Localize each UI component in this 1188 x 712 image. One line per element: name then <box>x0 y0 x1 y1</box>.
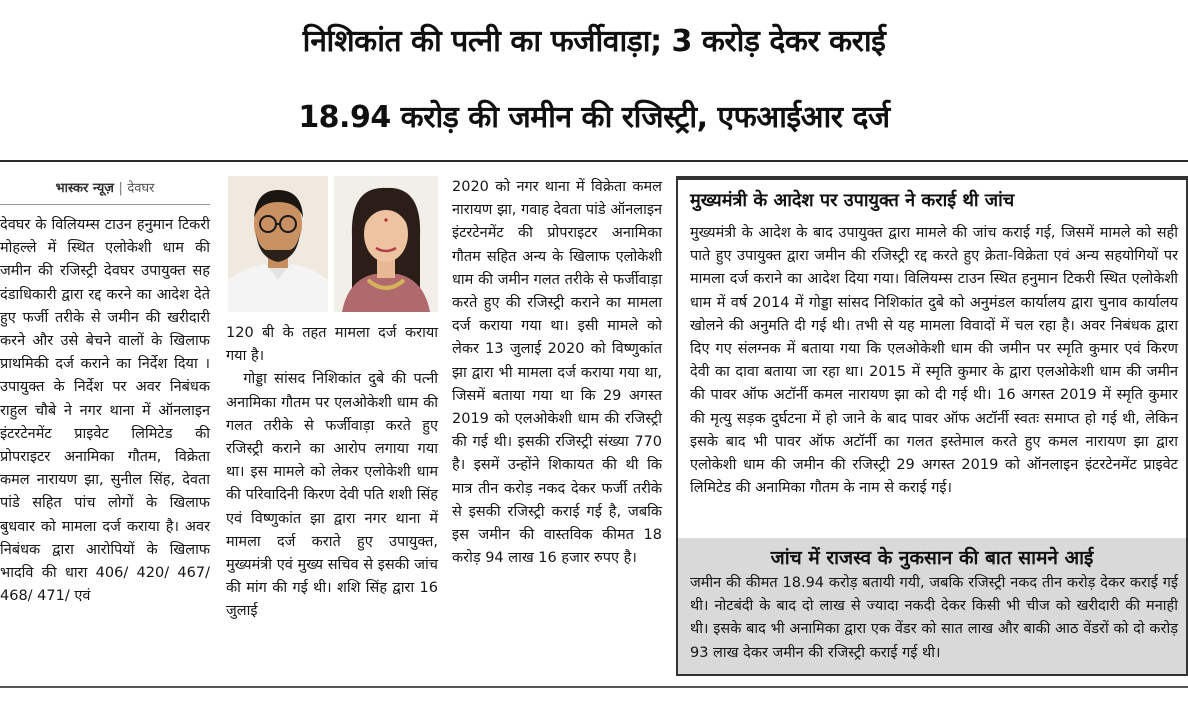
woman-portrait-photo <box>334 176 438 312</box>
headline-line-1: निशिकांत की पत्नी का फर्जीवाड़ा; 3 करोड़ देकर कराई <box>302 24 886 59</box>
sidebar-heading-1: मुख्यमंत्री के आदेश पर उपायुक्त ने कराई थी जांच <box>690 190 1015 211</box>
headline-line-2: 18.94 करोड़ की जमीन की रजिस्ट्री, एफआईआर दर्ज <box>298 100 890 135</box>
sidebar-text-1: मुख्यमंत्री के आदेश के बाद उपायुक्त द्वारा मामले की जांच कराई गई, जिसमें मामले को सही पाते हुए उपायुक्त द्वारा जमीन की रजिस्ट्री रद्द करते हुए क्रेता-विक्रेता एवं अन्य सहयोगियों पर मामला दर्ज कराने का आदेश दिया गया। विलियम्स टाउन स्थित हनुमान टिकरी स्थित एलोकेशी धाम में वर्ष 2014 में गोड्डा सांसद निशिकांत दुबे को अनुमंडल कार्यालय द्वारा चुनाव कार्यालय खोलने की अनुमति दी गई थी। तभी से यह मामला विवादों में चल रहा है। अवर निबंधक द्वारा दिए गए संलग्नक में बताया गया कि एलओकेशी धाम की जमीन पर स्मृति कुमार एवं किरण देवी का दावा बताया जा रहा था। 2015 में स्मृति कुमार के द्वारा एलओकेशी धाम की जमीन की पावर ऑफ अटॉर्नी कमल नारायण झा को दी गई थी। 16 अगस्त 2019 में स्मृति कुमार की मृत्यु सड़क दुर्घटना में हो जाने के बाद पावर ऑफ अटॉर्नी स्वतः समाप्त हो गई थी, लेकिन इसके बाद भी पावर ऑफ अटॉर्नी का गलत इस्तेमाल करते हुए कमल नारायण झा द्वारा एलोकेशी धाम की जमीन की रजिस्ट्री 29 अगस्त 2019 को ऑनलाइन इंटरटेनमेंट प्राइवेट लिमिटेड की अनामिका गौतम के नाम से कराई गई। <box>690 225 1178 497</box>
column-3-text: 2020 को नगर थाना में विक्रेता कमल नारायण झा, गवाह देवता पांडे ऑनलाइन इंटरटेनमेंट की प्रोपराइटर अनामिका गौतम सहित अन्य के खिलाफ एलोकेशी धाम की जमीन गलत तरीके से फर्जीवाड़ा करते हुए की रजिस्ट्री कराने का मामला दर्ज कराया गया था। इसी मामले को लेकर 13 जुलाई 2020 को विष्णुकांत झा द्वारा भी मामला दर्ज कराया गया था, जिसमें बताया गया था कि 29 अगस्त 2019 को एलओकेशी धाम की रजिस्ट्री की गई थी। इसकी रजिस्ट्री संख्या 770 है। इसमें उन्होंने शिकायत की थी कि मात्र तीन करोड़ नकद देकर फर्जी तरीके से इसकी रजिस्ट्री कराई गई है, जबकि इस जमीन की वास्तविक कीमत 18 करोड़ 94 लाख 16 हजार रुपए है। <box>452 179 662 567</box>
woman-portrait-icon <box>334 176 438 312</box>
bottom-rule <box>0 686 1188 688</box>
man-portrait-icon <box>228 176 328 312</box>
byline-separator: | <box>118 181 123 196</box>
sidebar-box <box>676 176 1188 676</box>
man-portrait-photo <box>228 176 328 312</box>
column-2-paragraph-2: गोड्डा सांसद निशिकांत दुबे की पत्नी अनामिका गौतम पर एलओकेशी धाम की गलत तरीके से फर्जीवाड़ा करते हुए रजिस्ट्री कराने का आरोप लगाया गया था। इस मामले को लेकर एलोकेशी धाम की परिवादिनी किरण देवी पति शशी सिंह एवं विष्णुकांत झा द्वारा नगर थाना में मामला दर्ज कराते हुए उपायुक्त, मुख्यमंत्री एवं मुख्य सचिव से इसकी जांच की मांग की गई थी। शशि सिंह द्वारा 16 जुलाई <box>226 371 438 620</box>
headline-rule <box>0 160 1188 162</box>
column-1-text: देवघर के विलियम्स टाउन हनुमान टिकरी मोहल्ले में स्थित एलोकेशी धाम की जमीन की रजिस्ट्री देवघर उपायुक्त सह दंडाधिकारी द्वारा रद्द करने का आदेश देते हुए फर्जी तरीके से जमीन की खरीदारी करने और उसे बेचने वालों के खिलाफ प्राथमिकी दर्ज कराने का निर्देश दिया । उपायुक्त के निर्देश पर अवर निबंधक राहुल चौबे ने नगर थाना में ऑनलाइन इंटरटेनमेंट प्राइवेट लिमिटेड की प्रोपराइटर अनामिका गौतम, विक्रेता कमल नारायण झा, सुनील सिंह, देवता पांडे सहित पांच लोगों के खिलाफ बुधवार को मामला दर्ज कराया है। अवर निबंधक द्वारा आरोपियों के खिलाफ भादवि की धारा 406/ 420/ 467/ 468/ 471/ एवं <box>0 217 210 605</box>
sidebar-top-rule <box>678 178 1186 180</box>
column-2-paragraph-1: 120 बी के तहत मामला दर्ज कराया गया है। <box>226 325 438 365</box>
sidebar-text-2: जमीन की कीमत 18.94 करोड़ बतायी गयी, जबकि रजिस्ट्री नकद तीन करोड़ देकर कराई गई थी। नोटबंदी के बाद दो लाख से ज्यादा नकदी देकर किसी भी चीज को खरीदारी की मनाही थी। इसके बाद भी अनामिका द्वारा एक वेंडर को सात लाख और बाकी आठ वेंडरों को दो करोड़ 93 लाख देकर जमीन की रजिस्ट्री कराई गई थी। <box>690 575 1178 661</box>
article-column-1 <box>0 214 210 608</box>
byline-city: देवघर <box>127 181 155 196</box>
sidebar-section-2 <box>678 538 1186 674</box>
byline <box>0 178 210 196</box>
article-column-3 <box>452 176 662 570</box>
sidebar-heading-2: जांच में राजस्व के नुकसान की बात सामने आई <box>770 547 1094 569</box>
byline-source: भास्कर न्यूज़ <box>55 181 114 196</box>
article-column-2 <box>226 322 438 624</box>
byline-rule <box>0 204 210 205</box>
